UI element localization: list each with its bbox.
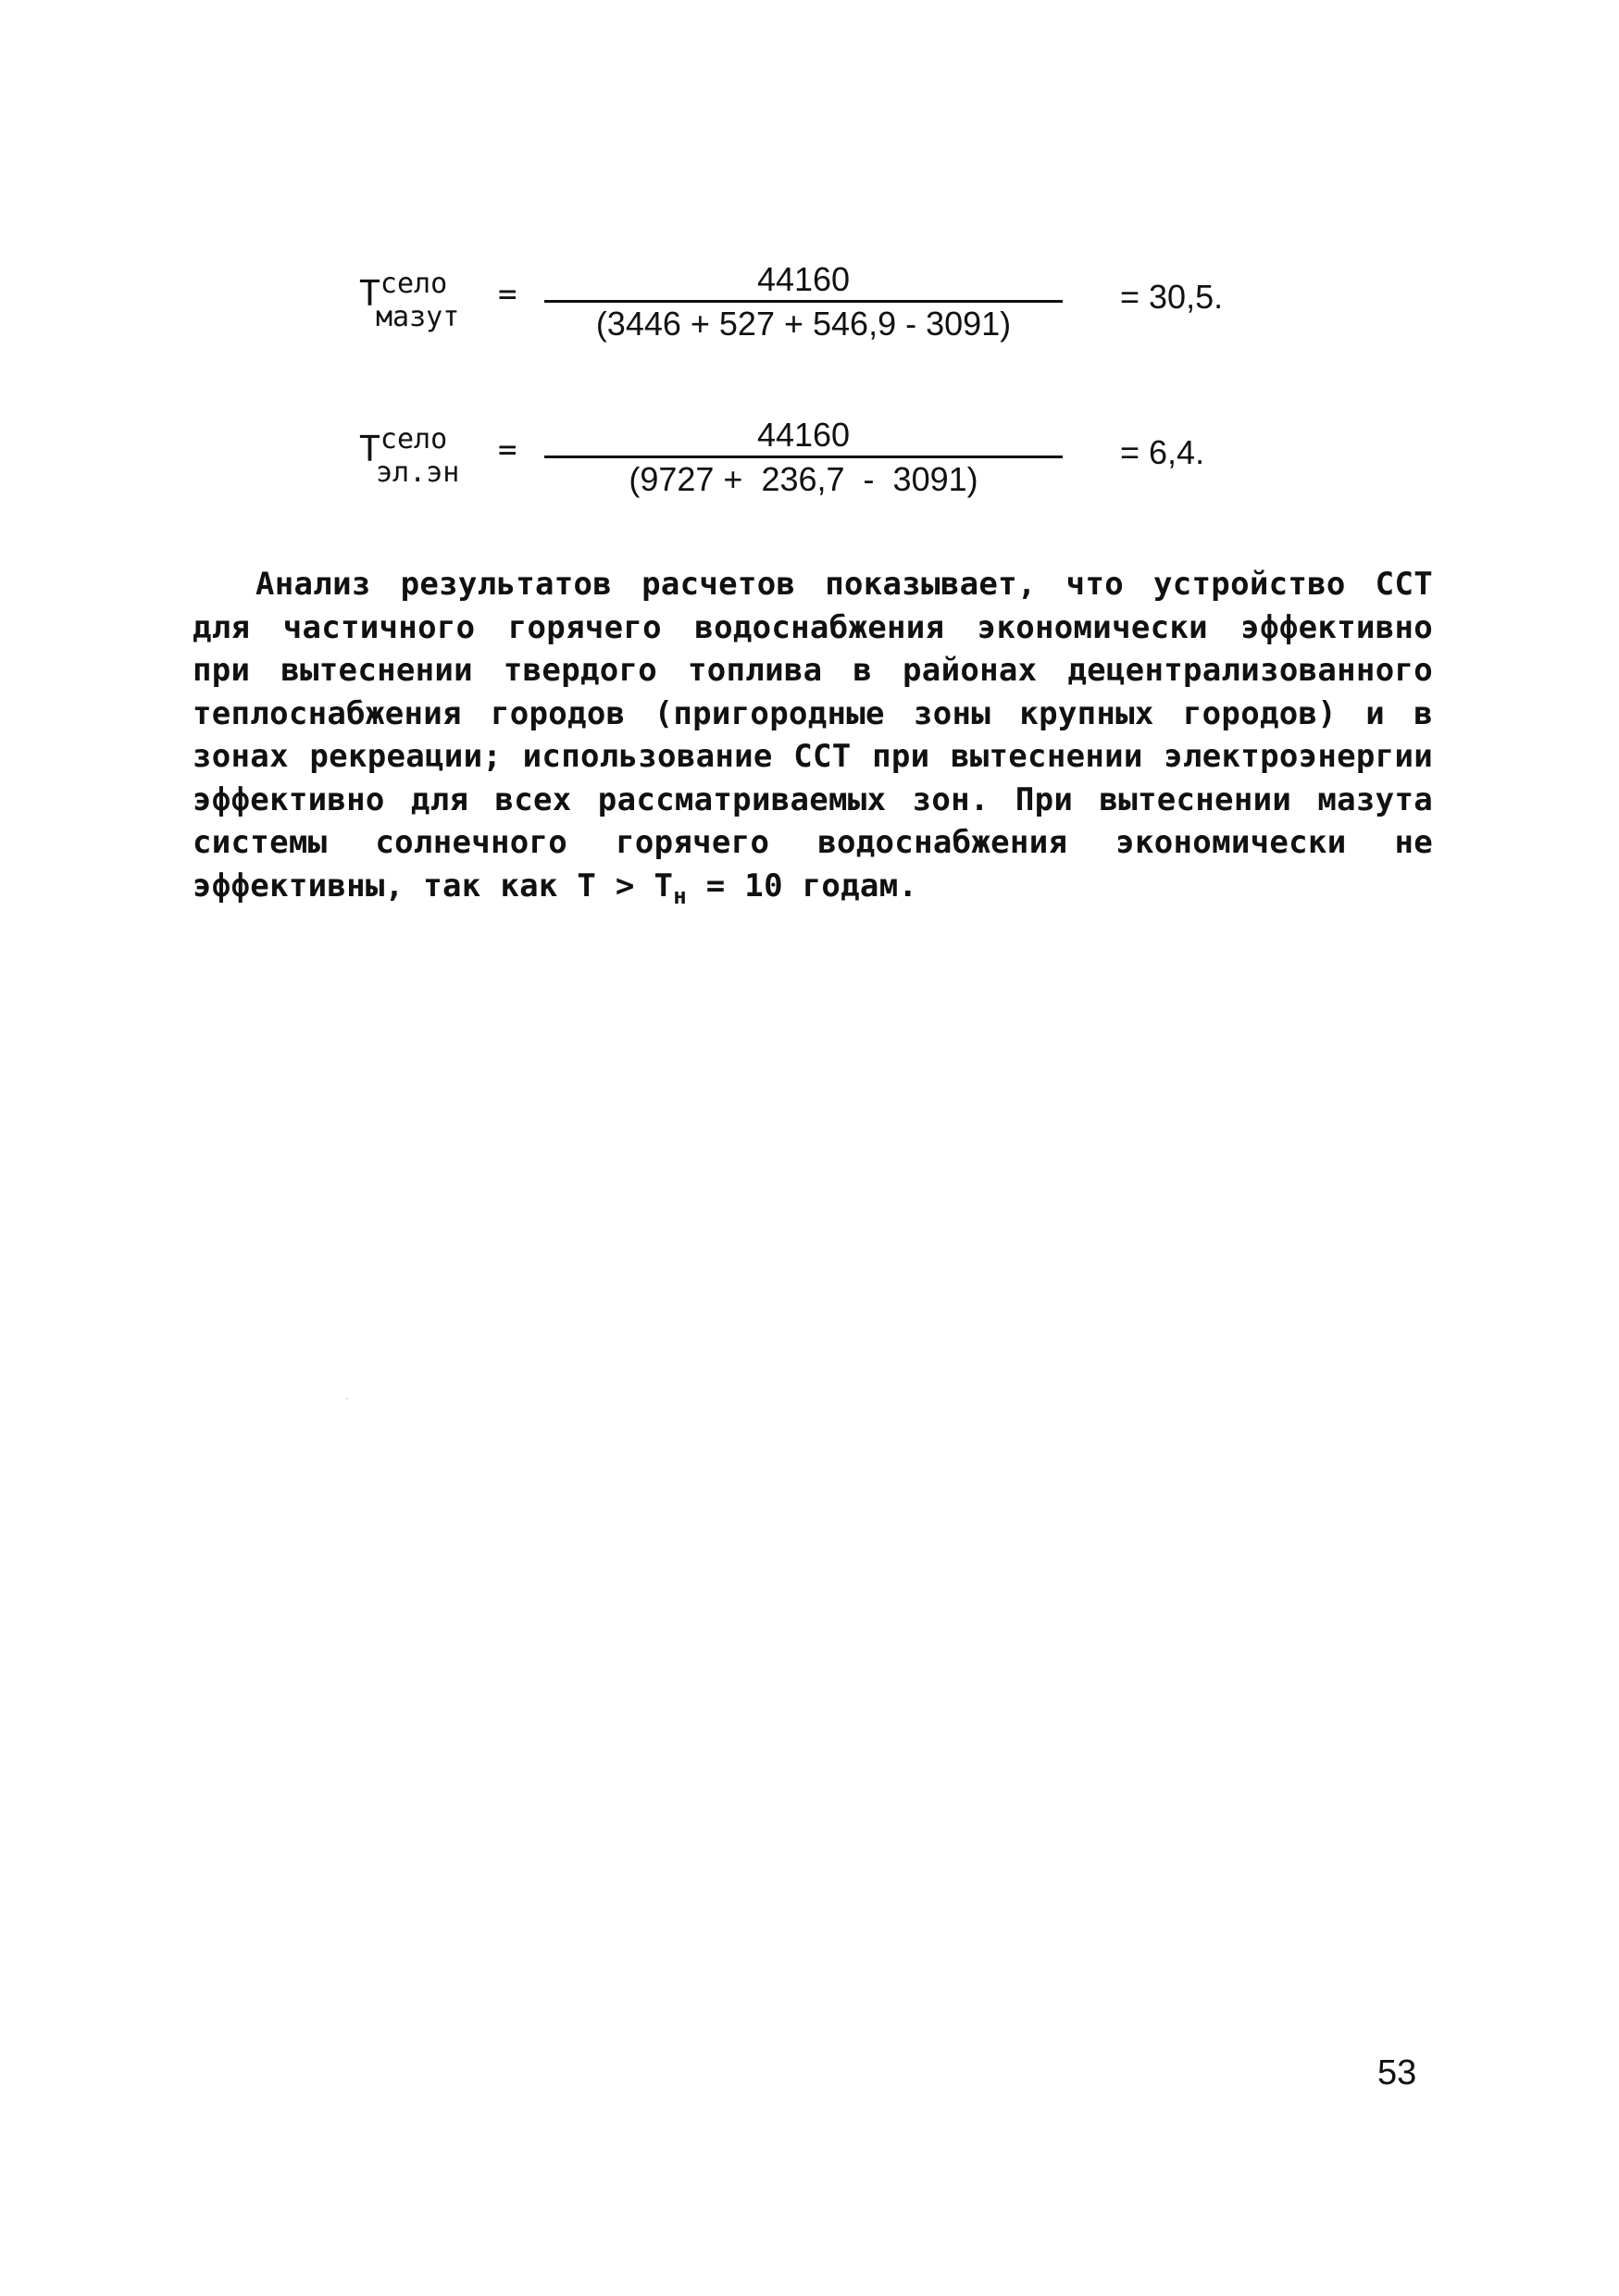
result: = 30,5.	[1120, 278, 1224, 316]
formula-mazut	[359, 259, 1266, 361]
subscript: эл.эн	[376, 456, 460, 489]
fraction	[544, 259, 1063, 345]
superscript: село	[380, 423, 448, 455]
result: = 6,4.	[1120, 433, 1205, 471]
superscript: село	[380, 268, 448, 300]
equals-sign: =	[498, 276, 517, 313]
t-subscript: н	[673, 882, 687, 909]
formula-electricity	[359, 415, 1266, 517]
symbol-t: T	[359, 273, 380, 314]
formula-lhs	[359, 268, 460, 333]
scan-speck	[346, 1398, 348, 1399]
paragraph-text-end: = 10 годам.	[687, 867, 918, 905]
fraction	[544, 415, 1063, 501]
page-number: 53	[1377, 2053, 1417, 2092]
numerator: 44160	[756, 260, 851, 298]
numerator: 44160	[756, 416, 851, 454]
denominator: (3446 + 527 + 546,9 - 3091)	[595, 305, 1012, 343]
equals-sign: =	[498, 431, 517, 468]
subscript: мазут	[376, 301, 460, 333]
denominator: (9727 + 236,7 - 3091)	[629, 460, 978, 498]
symbol-t: T	[359, 429, 380, 469]
formula-lhs	[359, 423, 460, 489]
body-paragraph	[193, 563, 1433, 910]
paragraph-text: Анализ результатов расчетов показывает, что устройство ССТ для частичного горячего водоснабжения экономически эффективно при вытеснении твердого топлива в районах децентрализованного теплоснабжения городов (пригородные зоны крупных городов) и в зонах рекреации; использование ССТ при вытеснении электроэнергии эффективно для всех рассматриваемых зон. При вытеснении мазута системы солнечного горячего водоснабжения экономически не эффективны, так как T > T	[193, 566, 1433, 905]
